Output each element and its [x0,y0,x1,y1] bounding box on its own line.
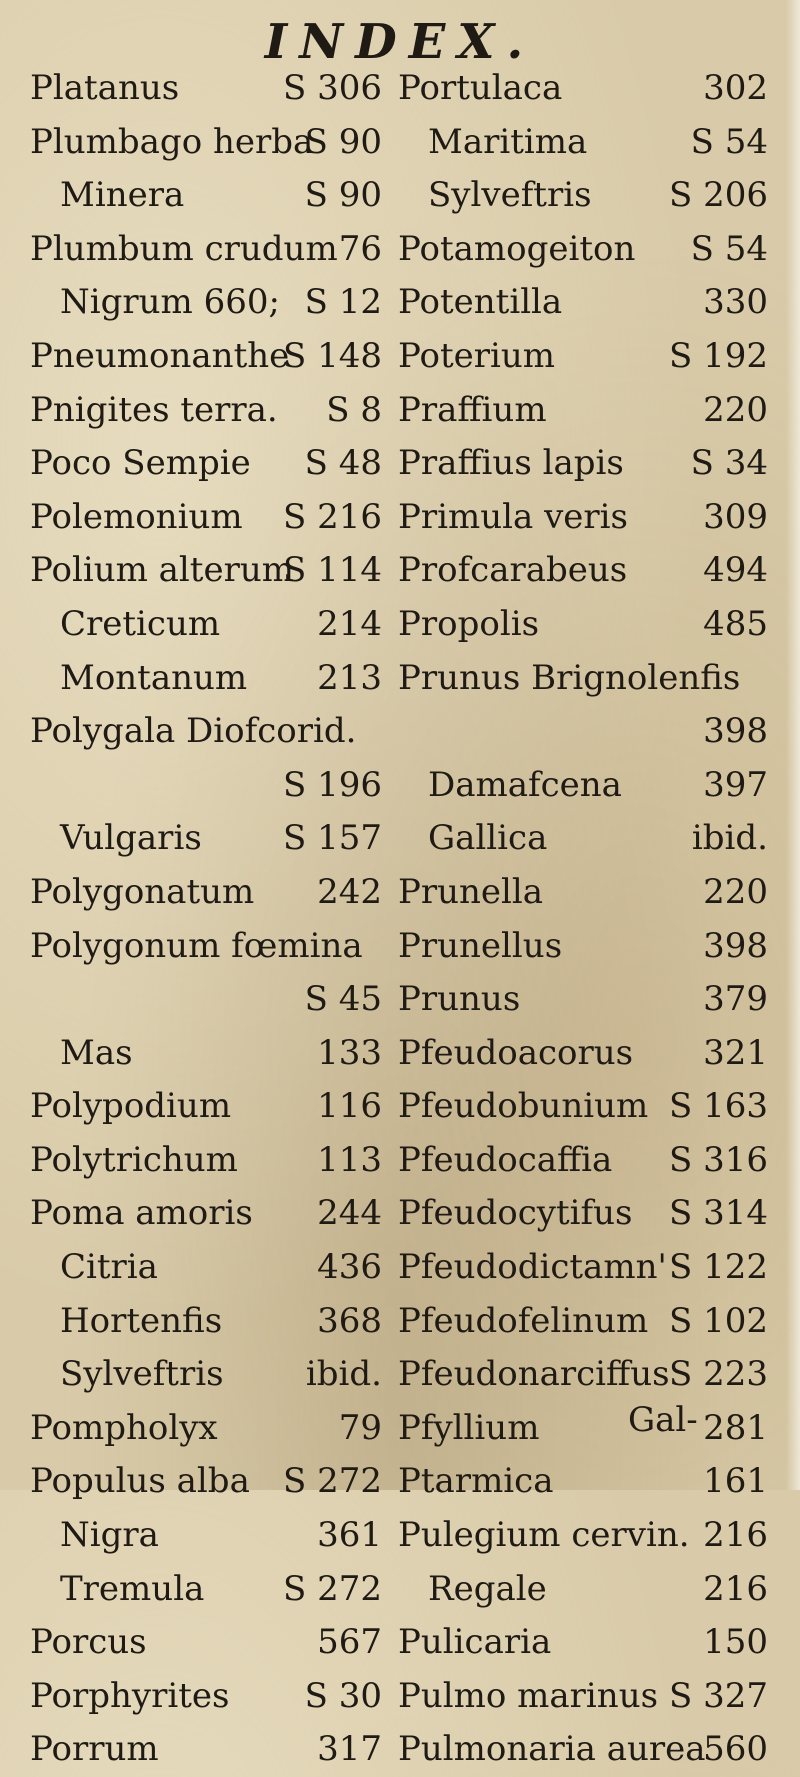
entry-page: 213 [317,657,382,698]
index-entry [30,705,382,759]
entry-name: Prunellus [398,925,563,966]
entry-page: S 122 [669,1247,768,1288]
entry-page: S 314 [669,1193,768,1234]
index-entry [30,1670,382,1724]
entry-name: Vulgaris [60,818,202,859]
entry-name: Prunus [398,979,521,1020]
entry-page: S 8 [326,389,382,430]
page-title: INDEX. [264,14,536,70]
entry-page: 216 [703,1568,768,1609]
index-entry [30,1241,382,1295]
index-entry [398,384,768,438]
entry-page: 368 [317,1300,382,1341]
index-entry [30,1348,382,1402]
entry-name: Pfeudobunium [398,1086,649,1127]
index-entry [30,169,382,223]
entry-name: Pneumonanthe [30,335,290,376]
entry-name: Pulmo marinus [398,1675,659,1716]
entry-page: 379 [703,979,768,1020]
entry-page: 330 [703,282,768,323]
entry-page: S 272 [283,1461,382,1502]
entry-page: 397 [703,764,768,805]
entry-name: Plumbum crudum [30,228,338,269]
entry-page: S 148 [283,335,382,376]
entry-name: Poterium [398,335,556,376]
entry-name: Praffius lapis [398,443,624,484]
entry-page: S 306 [283,68,382,108]
index-entry [30,1455,382,1509]
index-entry [398,1563,768,1617]
entry-name: Prunella [398,871,544,912]
entry-page: S 48 [304,443,382,484]
entry-name: Polygonum fœmina [30,925,363,966]
entry-name: Regale [428,1568,547,1609]
entry-name: Polium alterum [30,550,294,591]
index-entry [30,1187,382,1241]
entry-name: Poma amoris [30,1193,253,1234]
index-entry [30,973,382,1027]
entry-name: Polygala Diofcorid. [30,711,357,752]
entry-name: Pompholyx [30,1407,218,1448]
entry-name: Porrum [30,1729,159,1770]
index-entry [30,1080,382,1134]
entry-name: Minera [60,175,185,216]
entry-page: S 206 [669,175,768,216]
entry-name: Creticum [60,603,221,644]
entry-page: 560 [703,1729,768,1770]
entry-name: Pfeudodictamn' [398,1247,667,1288]
entry-page: 133 [317,1032,382,1073]
index-entry [398,598,768,652]
entry-page: S 316 [669,1139,768,1180]
entry-name: Populus alba [30,1461,250,1502]
entry-name: Prunus Brignolenfis [398,657,741,698]
entry-name: Potamogeiton [398,228,636,269]
entry-name: Pfeudofelinum [398,1300,649,1341]
entry-name: Portulaca [398,68,563,108]
index-entry [398,1027,768,1081]
entry-page: 113 [317,1139,382,1180]
entry-page: S 90 [304,121,382,162]
index-entry [398,169,768,223]
index-entry [30,544,382,598]
entry-page: S 34 [690,443,768,484]
entry-name: Mas [60,1032,133,1073]
index-entry [398,1295,768,1349]
index-entry [398,1616,768,1670]
entry-name: Tremula [60,1568,205,1609]
entry-name: Gallica [428,818,548,859]
index-entry [398,544,768,598]
index-entry [30,1563,382,1617]
index-entry [398,223,768,277]
index-entry [30,1616,382,1670]
index-entry [398,973,768,1027]
index-entry [30,866,382,920]
entry-page: S 90 [304,175,382,216]
index-entry [398,1080,768,1134]
entry-page: 485 [703,603,768,644]
entry-name: Porcus [30,1622,147,1663]
index-entry [30,437,382,491]
entry-page: 216 [703,1515,768,1556]
index-entry [398,62,768,116]
index-entry [30,598,382,652]
entry-page: 220 [703,389,768,430]
index-entry [398,330,768,384]
entry-name: Polemonium [30,496,243,537]
entry-page: ibid. [691,818,768,859]
index-entry [30,812,382,866]
index-column-right [398,62,768,1777]
entry-page: S 223 [669,1354,768,1395]
entry-name: Pfeudocytifus [398,1193,633,1234]
entry-name: Pfeudonarciffus [398,1354,670,1395]
entry-page: 150 [703,1622,768,1663]
index-entry [398,1348,768,1402]
entry-page: 302 [703,68,768,108]
entry-page: S 54 [690,121,768,162]
entry-page: S 12 [304,282,382,323]
entry-page: S 216 [283,496,382,537]
index-entry [30,223,382,277]
entry-name: Pfeudocaffia [398,1139,613,1180]
entry-name: Pulmonaria aurea [398,1729,706,1770]
entry-name: Maritima [428,121,588,162]
entry-page: S 163 [669,1086,768,1127]
index-column-left [30,62,382,1777]
entry-page: S 157 [283,818,382,859]
entry-page: 244 [317,1193,382,1234]
index-entry [398,866,768,920]
entry-name: Pnigites terra. [30,389,278,430]
entry-page: 79 [338,1407,382,1448]
entry-name: Potentilla [398,282,563,323]
entry-name: Pfeudoacorus [398,1032,634,1073]
entry-name: Praffium [398,389,547,430]
index-entry [30,330,382,384]
index-entry [398,276,768,330]
index-entry [30,1509,382,1563]
index-entry [398,1241,768,1295]
entry-name: Sylveftris [60,1354,224,1395]
index-entry [30,491,382,545]
entry-name: Ptarmica [398,1461,554,1502]
index-entry [30,759,382,813]
index-entry [398,812,768,866]
index-entry [398,759,768,813]
entry-name: Plumbago herba [30,121,314,162]
entry-name: Damafcena [428,764,622,805]
entry-page: 361 [317,1515,382,1556]
entry-page: 436 [317,1247,382,1288]
index-entry [398,652,768,706]
entry-name: Platanus [30,68,180,108]
entry-page: S 114 [283,550,382,591]
entry-page: S 45 [304,979,382,1020]
entry-page: S 54 [690,228,768,269]
index-entry [30,62,382,116]
index-entry [398,705,768,759]
index-entry [30,1295,382,1349]
entry-name: Polygonatum [30,871,255,912]
index-entry [30,1723,382,1777]
entry-name: Citria [60,1247,158,1288]
page-edge [786,0,800,1490]
index-entry [398,1670,768,1724]
index-entry [398,1134,768,1188]
entry-page: S 327 [669,1675,768,1716]
entry-name: Nigra [60,1515,159,1556]
index-entry [398,491,768,545]
index-entry [30,1027,382,1081]
entry-name: Primula veris [398,496,628,537]
entry-page: 214 [317,603,382,644]
entry-name: Poco Sempie [30,443,251,484]
index-entry [398,1723,768,1777]
entry-page: 317 [317,1729,382,1770]
entry-page: 220 [703,871,768,912]
entry-page: 494 [703,550,768,591]
index-entry [30,1402,382,1456]
entry-name: Polytrichum [30,1139,238,1180]
index-entry [30,384,382,438]
index-entry [30,116,382,170]
index-entry [398,1455,768,1509]
index-entry [398,920,768,974]
entry-name: Polypodium [30,1086,232,1127]
index-entry [398,437,768,491]
entry-page: 309 [703,496,768,537]
entry-name: Porphyrites [30,1675,230,1716]
entry-page: 398 [703,711,768,752]
entry-page: ibid. [305,1354,382,1395]
index-entry [30,276,382,330]
entry-page: 116 [317,1086,382,1127]
entry-name: Propolis [398,603,540,644]
entry-page: S 30 [304,1675,382,1716]
entry-name: Hortenfis [60,1300,223,1341]
index-entry [398,1402,768,1456]
entry-page: 242 [317,871,382,912]
index-entry [398,1509,768,1563]
entry-page: 161 [703,1461,768,1502]
entry-name: Pulegium cervin. [398,1515,690,1556]
entry-page: S 272 [283,1568,382,1609]
entry-page: S 196 [283,764,382,805]
entry-page: S 102 [669,1300,768,1341]
entry-name: Pulicaria [398,1622,552,1663]
entry-name: Montanum [60,657,248,698]
catchword: Gal- [628,1400,698,1440]
entry-page: 567 [317,1622,382,1663]
entry-page: 76 [338,228,382,269]
entry-page: 321 [703,1032,768,1073]
entry-name: Sylveftris [428,175,592,216]
index-entry [30,652,382,706]
entry-page: S 192 [669,335,768,376]
index-entry [30,1134,382,1188]
index-entry [30,920,382,974]
index-entry [398,116,768,170]
entry-name: Nigrum 660; [60,282,280,323]
entry-page: 398 [703,925,768,966]
entry-name: Pfyllium [398,1407,540,1448]
index-entry [398,1187,768,1241]
entry-name: Profcarabeus [398,550,628,591]
entry-page: 281 [703,1407,768,1448]
